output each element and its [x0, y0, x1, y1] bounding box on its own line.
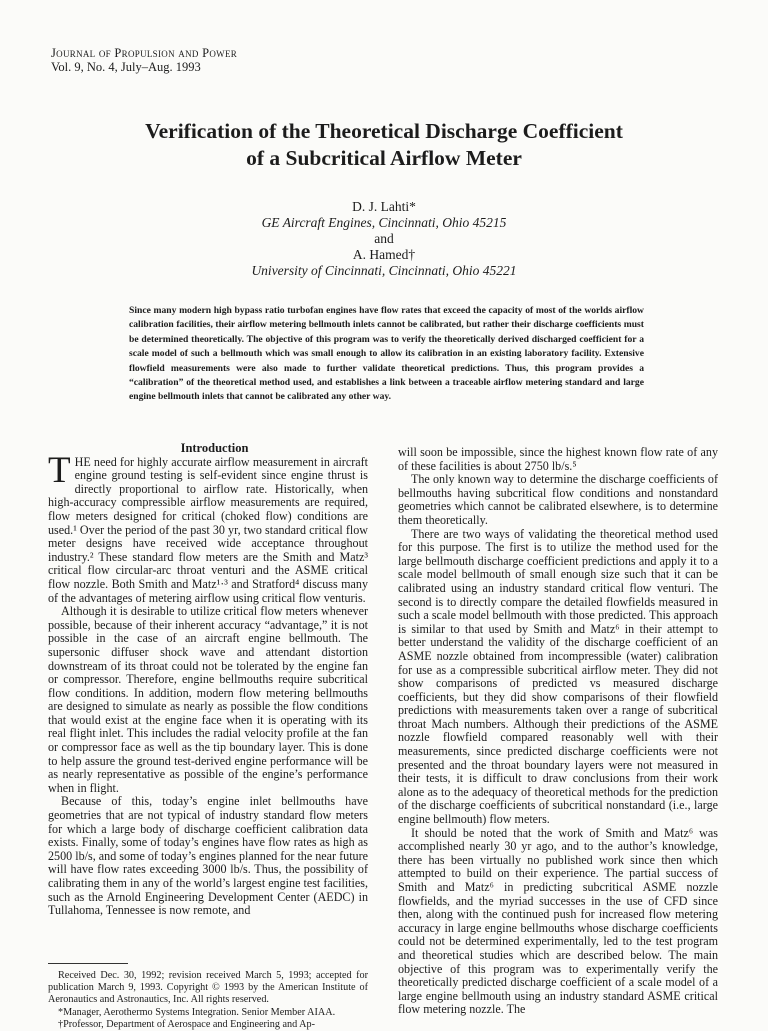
right-paragraph-4: It should be noted that the work of Smith and Matz⁶ was accomplished nearly 30 yr ago, and to the author’s knowledge, there has been virtually no published work since then which attempted to build on their experience. The partial success of Smith and Matz⁶ in predicting subcritical ASME nozzle flowfields, and the myriad successes in the use of CFD since then, along with the continued push for increased flow metering accuracy in large engine bellmouths whose discharge coefficients could not be determined experimentally, led to the test program and theoretical studies which are described below. The main objective of this program was to experimentally verify the theoretically predicted discharge coefficient of a scale model of a large engine bellmouth using an industry standard ASME critical flow metering nozzle. The — [398, 825, 718, 1017]
affiliation-2: University of Cincinnati, Cincinnati, Ohio 45221 — [251, 263, 517, 278]
title-line-2: of a Subcritical Airflow Meter — [246, 146, 522, 170]
journal-issue: Vol. 9, No. 4, July–Aug. 1993 — [51, 60, 201, 74]
intro-paragraph-2: Although it is desirable to utilize critical flow meters whenever possible, because of their inherent accuracy “advantage,” it is not possible in the case of an aircraft engine bellmouth. The supersonic diffuser shock wave and attendant distortion downstream of its throat could not be tolerated by the engine fan or compressor. Therefore, engine bellmouths require subcritical flow conditions. In addition, modern flow metering bellmouths are designed to simulate as nearly as possible the flow conditions that would exist at the engine face when it is operating with its real flight inlet. This includes the radial velocity profile at the fan or compressor face as well as the tip boundary layer. This is done to help assure the ground test-derived engine performance will be as nearly representative as possible of the engine’s performance when in flight. — [48, 604, 368, 795]
footnote-author-2: †Professor, Department of Aerospace and Engineering and Ap- — [58, 1018, 316, 1030]
author-conjunction: and — [374, 231, 394, 246]
intro-paragraph-1-text: HE need for highly accurate airflow measurement in aircraft engine ground testing is self-evident since engine thrust is directly proportional to airflow rate. Historically, when high-accuracy compressible airflow measurements are required, flow meters designed for critical (choked flow) conditions are used.¹ Over the period of the past 30 yr, two standard critical flow meter designs have received wide acceptance throughout industry.² These standard flow meters are the Smith and Matz³ critical flow circular-arc throat venturi and the ASME critical flow nozzle. Both Smith and Matz¹·³ and Stratford⁴ discuss many of the advantages of metering airflow using critical flow venturis. — [48, 454, 368, 605]
abstract: Since many modern high bypass ratio turbofan engines have flow rates that exceed the capacity of most of the worlds airflow calibration facilities, their airflow metering bellmouth inlets cannot be calibrated, but rather their discharge coefficients must be determined theoretically. The objective of this program was to verify the theoretically derived discharged coefficient for a scale model of such a bellmouth which was small enough to allow its calibration in an existing laboratory facility. Extensive flowfield measurements were also made to further validate theoretical predictions. Thus, this program provides a “calibration” of the theoretical method used, and establishes a link between a traceable airflow metering standard and large engine bellmouth inlets that cannot be calibrated any other way. — [129, 305, 644, 403]
right-paragraph-2: The only known way to determine the discharge coefficients of bellmouths having subcritical flow conditions and nonstandard geometries which cannot be calibrated elsewhere, is to determine them theoretically. — [398, 472, 718, 527]
footnote-received: Received Dec. 30, 1992; revision received March 5, 1993; accepted for publication March 9, 1993. Copyright © 1993 by the American Institute of Aeronautics and Astronautics, Inc. All rights reserved. — [48, 970, 368, 1006]
title-line-1: Verification of the Theoretical Discharge Coefficient — [145, 119, 623, 143]
left-column — [48, 442, 368, 918]
right-paragraph-3: There are two ways of validating the theoretical method used for this purpose. The first is to utilize the method used for the large bellmouth discharge coefficient predictions and apply it to a scale model bellmouth of small enough size such that it can be calibrated using an industry standard critical flow venturi. The second is to directly compare the detailed flowfields measured in such a scale model bellmouth with those predicted. This approach is similar to that used by Smith and Matz⁶ in their attempt to better understand the validity of the discharge coefficient of an ASME nozzle obtained from incompressible (water) calibration for use as a compressible subcritical airflow meter. They did not show comparisons of predicted vs measured discharge coefficients, but they did show comparisons of their flowfield predictions with measurements taken over a range of subcritical throat Mach numbers. Although their predictions of the ASME nozzle flowfield compared reasonably well with their measurements, since predicted discharge coefficients were not presented and the throat boundary layers were not measured in their tests, it is difficult to draw conclusions from their work alone as to the adequacy of theoretical methods for the prediction of the discharge coefficients of subcritical nonstandard (i.e., large engine bellmouth) flow meters. — [398, 526, 718, 827]
intro-paragraph-1 — [48, 449, 368, 606]
intro-paragraph-3: Because of this, today’s engine inlet bellmouths have geometries that are not typical of industry standard flow meters for which a large body of discharge coefficient calibration data exists. Finally, some of today’s engines have flow rates as high as 2500 lb/s, and some of today’s engines planned for the near future will have flow rates exceeding 3000 lb/s. Thus, the possibility of calibrating them in any of the world’s largest engine test facilities, such as the Arnold Engineering Development Center (AEDC) in Tullahoma, Tennessee is now remote, and — [48, 794, 368, 918]
author-block — [40, 199, 728, 279]
right-column — [398, 446, 718, 1017]
footnotes — [48, 963, 368, 1031]
affiliation-1: GE Aircraft Engines, Cincinnati, Ohio 45215 — [261, 215, 507, 230]
author-1: D. J. Lahti* — [352, 199, 416, 214]
paper-title — [40, 118, 728, 172]
right-paragraph-1: will soon be impossible, since the highest known flow rate of any of these facilities is about 2750 lb/s.⁵ — [398, 445, 718, 473]
journal-header — [51, 46, 237, 74]
drop-cap: T — [48, 449, 71, 491]
author-2: A. Hamed† — [352, 247, 416, 262]
section-heading-introduction: Introduction — [180, 441, 249, 455]
footnote-rule — [48, 963, 128, 964]
footnote-author-1: *Manager, Aerothermo Systems Integration. Senior Member AIAA. — [58, 1006, 336, 1018]
journal-name: Journal of Propulsion and Power — [51, 46, 238, 60]
